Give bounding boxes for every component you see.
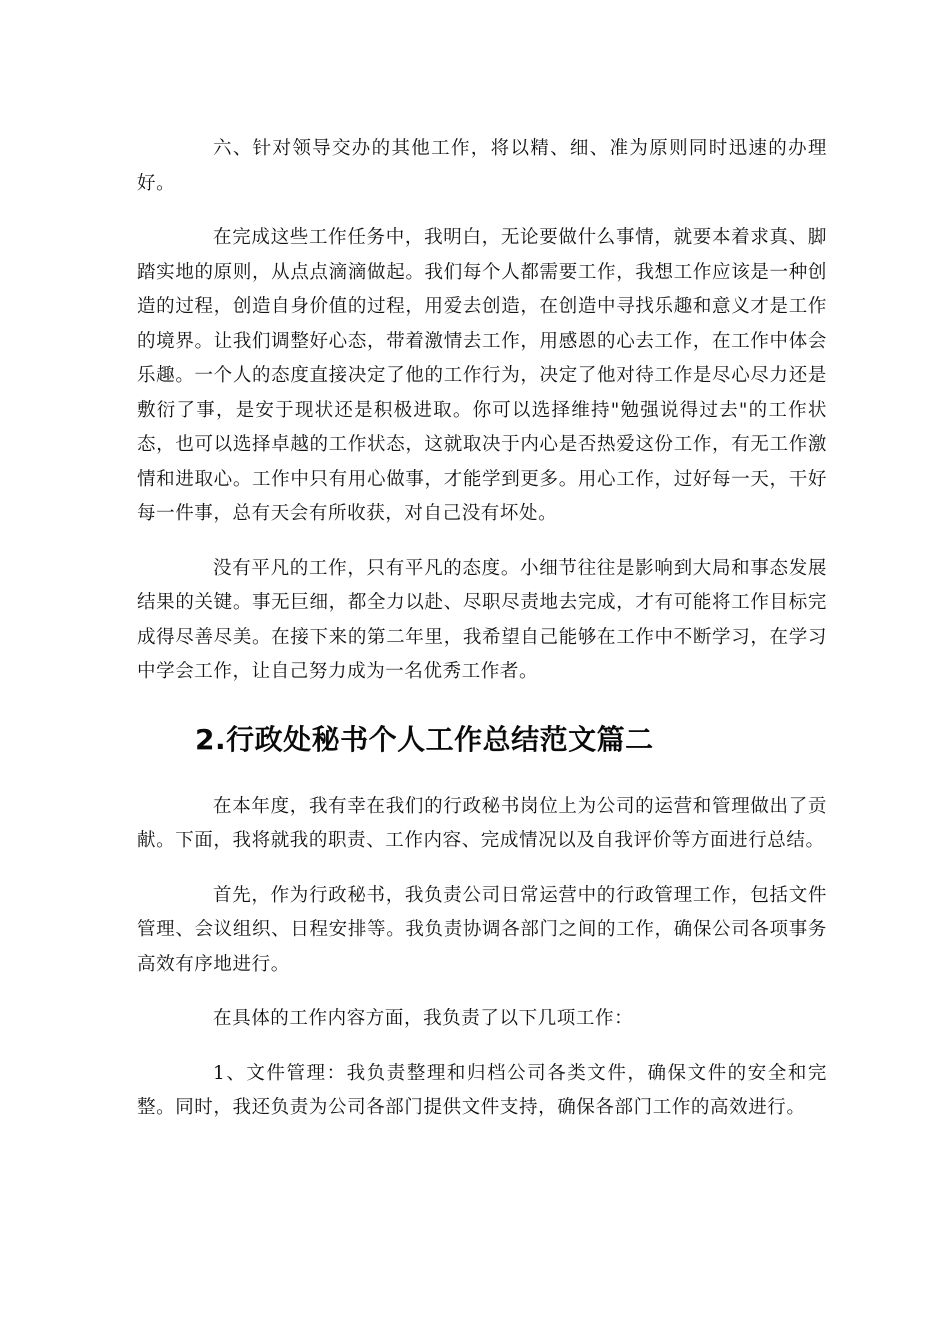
paragraph-work-attitude: 在完成这些工作任务中，我明白，无论要做什么事情，就要本着求真、脚踏实地的原则，从点点滴滴做起。我们每个人都需要工作，我想工作应该是一种创造的过程，创造自身价值的过程，用爱去创造，在创造中寻找乐趣和意义才是工作的境界。让我们调整好心态，带着激情去工作，用感恩的心去工作，在工作中体会乐趣。一个人的态度直接决定了他的工作行为，决定了他对待工作是尽心尽力还是敷衍了事，是安于现状还是积极进取。你可以选择维持"勉强说得过去"的工作状态，也可以选择卓越的工作状态，这就取决于内心是否热爱这份工作，有无工作激情和进取心。工作中只有用心做事，才能学到更多。用心工作，过好每一天，干好每一件事，总有天会有所收获，对自己没有坏处。 <box>137 227 827 524</box>
paragraph-work-content: 在具体的工作内容方面，我负责了以下几项工作： <box>213 1008 634 1029</box>
paragraph-file-management: 1、文件管理：我负责整理和归档公司各类文件，确保文件的安全和完整。同时，我还负责为公司各部门提供文件支持，确保各部门工作的高效进行。 <box>137 1062 827 1118</box>
section-heading: 2.行政处秘书个人工作总结范文篇二 <box>195 722 654 756</box>
paragraph-intro: 在本年度，我有幸在我们的行政秘书岗位上为公司的运营和管理做出了贡献。下面，我将就我的职责、工作内容、完成情况以及自我评价等方面进行总结。 <box>137 795 827 851</box>
paragraph-item-six: 六、针对领导交办的其他工作，将以精、细、准为原则同时迅速的办理好。 <box>137 138 827 194</box>
paragraph-responsibilities: 首先，作为行政秘书，我负责公司日常运营中的行政管理工作，包括文件管理、会议组织、日程安排等。我负责协调各部门之间的工作，确保公司各项事务高效有序地进行。 <box>137 884 827 975</box>
paragraph-ordinary-work: 没有平凡的工作，只有平凡的态度。小细节往往是影响到大局和事态发展结果的关键。事无巨细，都全力以赴、尽职尽责地去完成，才有可能将工作目标完成得尽善尽美。在接下来的第二年里，我希望自己能够在工作中不断学习，在学习中学会工作，让自己努力成为一名优秀工作者。 <box>137 557 827 682</box>
document-page <box>137 132 827 1126</box>
